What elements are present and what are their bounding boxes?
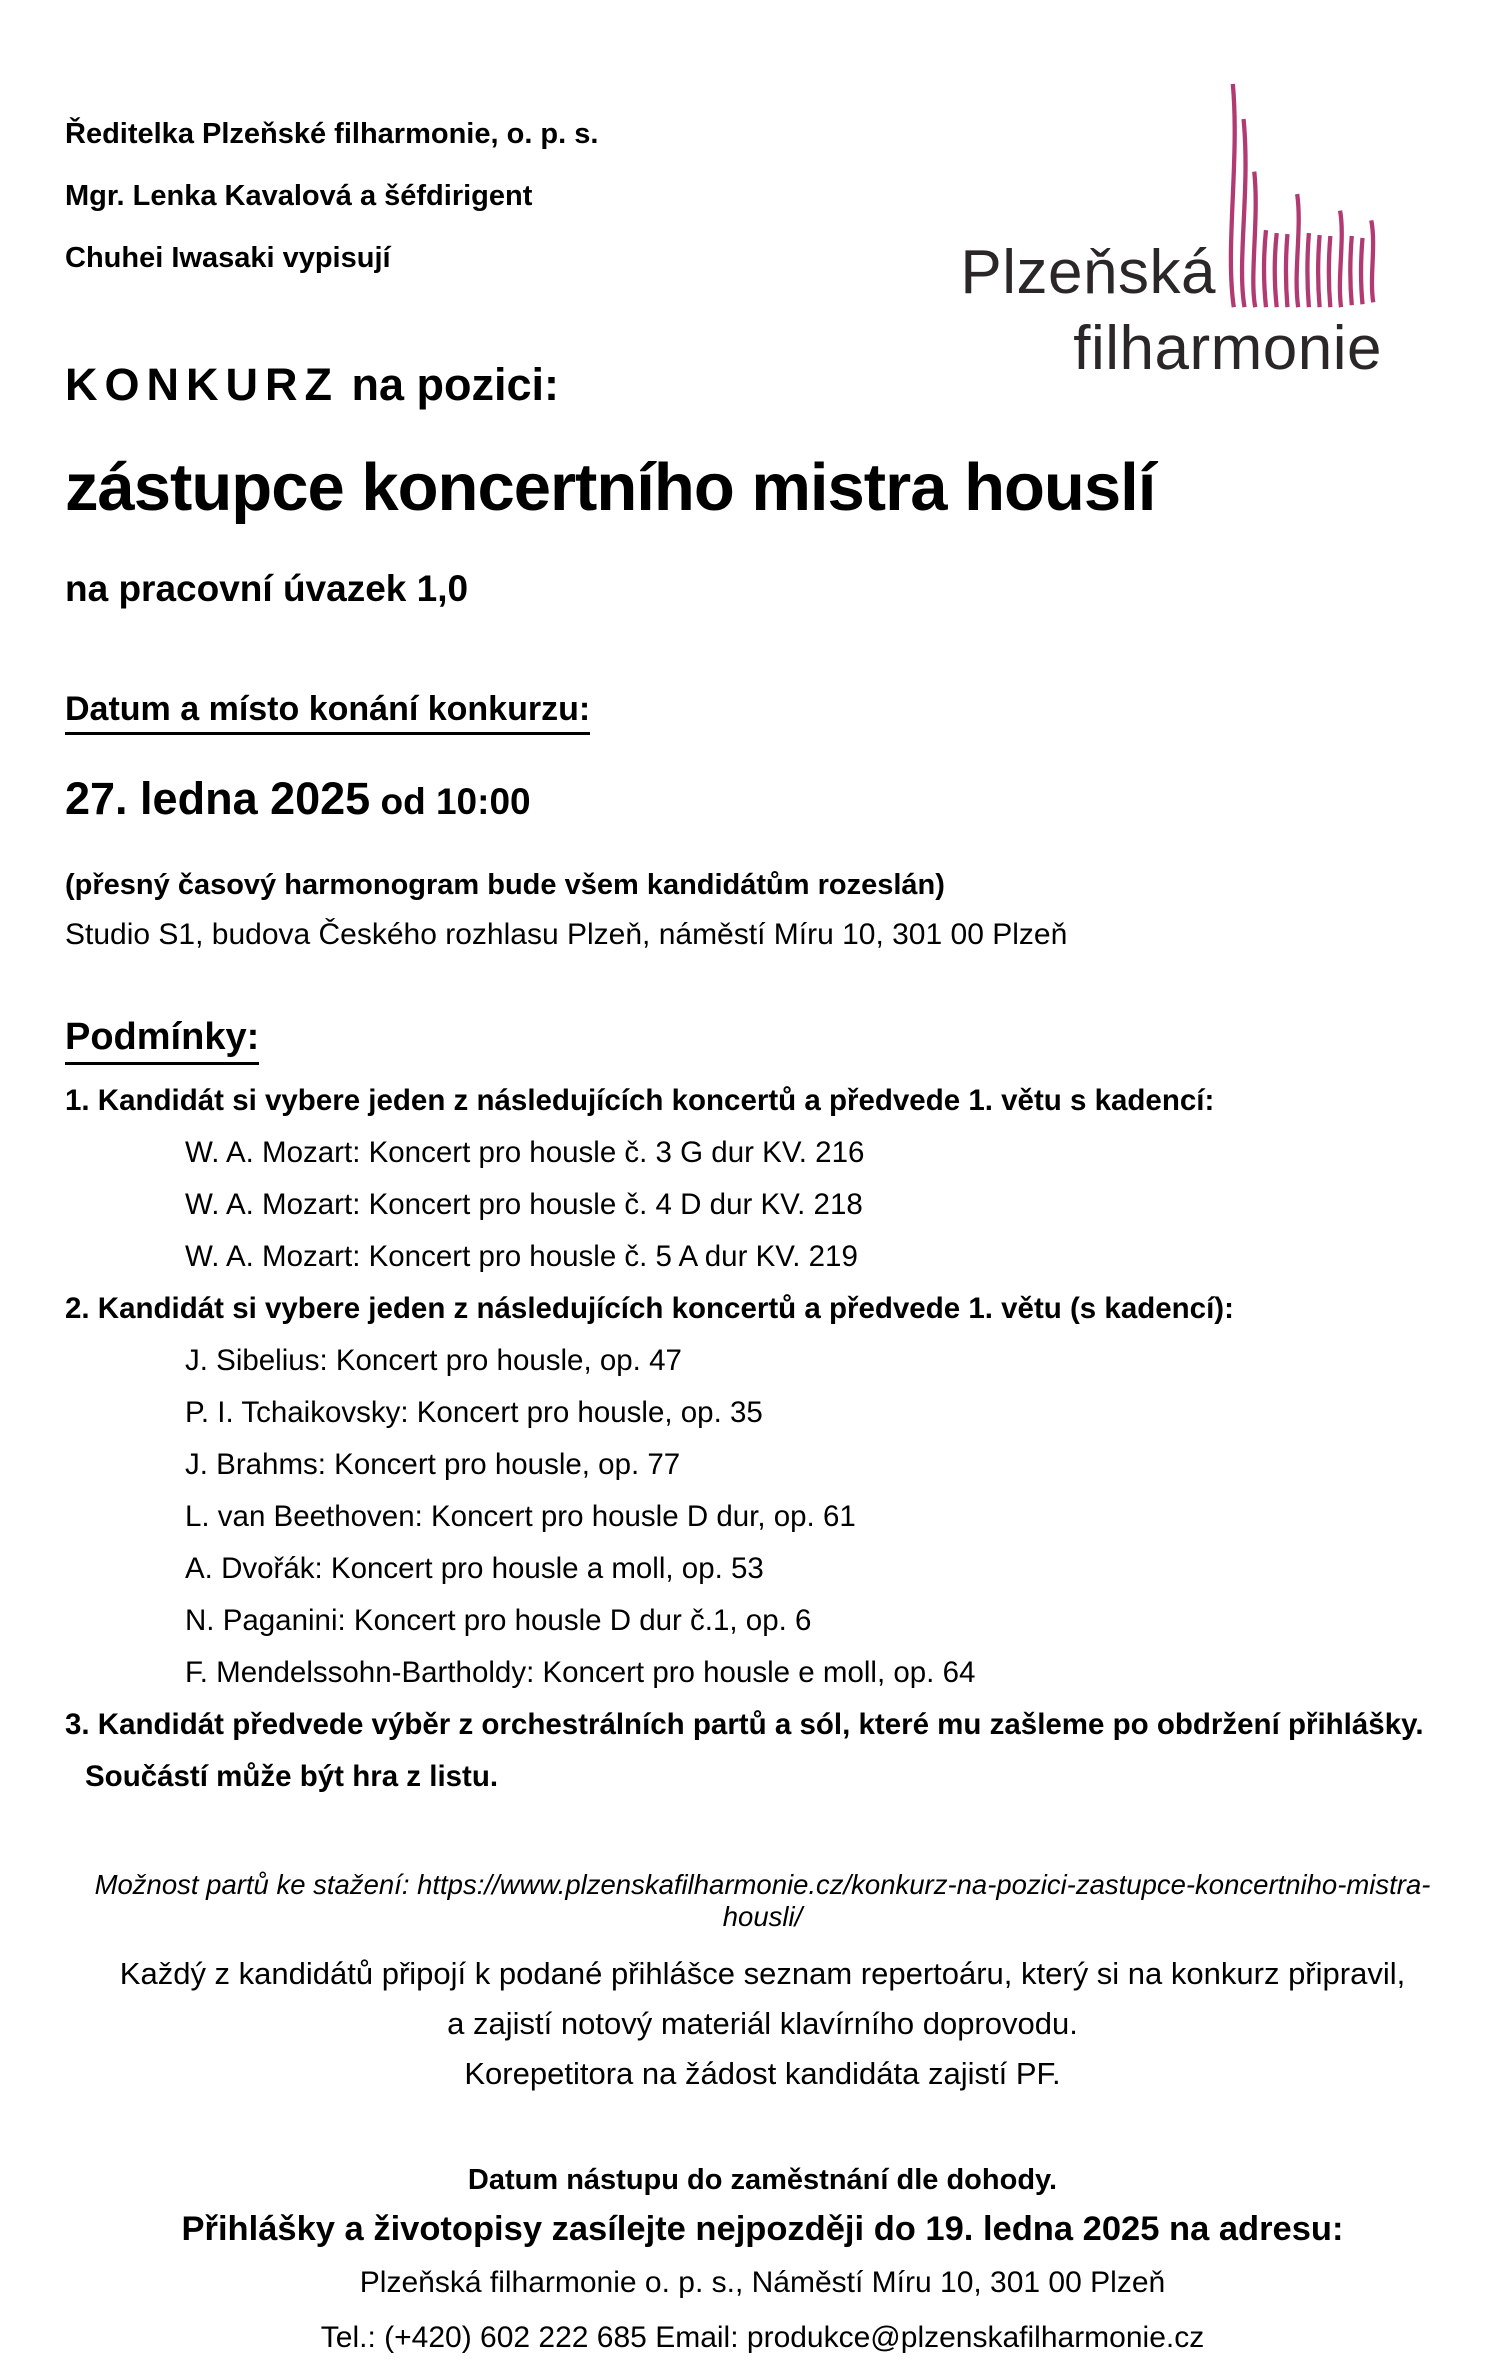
position-title: zástupce koncertního mistra houslí [65, 450, 1156, 525]
intro-line-announce: Chuhei Iwasaki vypisují [65, 242, 391, 274]
plzenska-filharmonie-logo [912, 80, 1382, 383]
konkurz-rest: na pozici: [338, 359, 559, 410]
repertoire-item: W. A. Mozart: Koncert pro housle č. 3 G dur KV. 216 [185, 1136, 865, 1169]
application-deadline-line: Přihlášky a životopisy zasílejte nejpozději do 19. ledna 2025 na adresu: [181, 2210, 1344, 2248]
tel-label: Tel.: [320, 2321, 385, 2354]
workload-line: na pracovní úvazek 1,0 [65, 568, 469, 609]
employment-start-line: Datum nástupu do zaměstnání dle dohody. [467, 2164, 1058, 2196]
konkurz-word: KONKURZ [65, 359, 339, 410]
instruction-accompanist: Korepetitora na žádost kandidáta zajistí PF. [464, 2056, 1061, 2091]
condition-rule-1: 1. Kandidát si vybere jeden z následujících koncertů a předvede 1. větu s kadencí: [65, 1084, 1215, 1117]
repertoire-item: J. Brahms: Koncert pro housle, op. 77 [185, 1448, 681, 1481]
intro-block [65, 0, 925, 289]
mailing-address: Plzeňská filharmonie o. p. s., Náměstí Míru 10, 301 00 Plzeň [359, 2266, 1166, 2299]
sight-reading-note: Součástí může být hra z listu. [85, 1760, 499, 1793]
email-label: Email: [646, 2321, 747, 2354]
rule-1-piece-list [65, 1127, 1460, 1283]
parts-download-label: Možnost partů ke stažení: [94, 1869, 418, 1900]
event-schedule-note: (přesný časový harmonogram bude všem kandidátům rozeslán) [65, 869, 945, 901]
intro-line-names: Mgr. Lenka Kavalová a šéfdirigent [65, 180, 533, 212]
intro-line-director: Ředitelka Plzeňské filharmonie, o. p. s. [65, 118, 599, 150]
sound-wave-lines-icon [1226, 80, 1382, 314]
instructions-block [65, 1949, 1460, 2099]
event-venue: Studio S1, budova Českého rozhlasu Plzeň, náměstí Míru 10, 301 00 Plzeň [65, 918, 1068, 951]
conditions-block [65, 1075, 1460, 1803]
repertoire-item: P. I. Tchaikovsky: Koncert pro housle, op. 35 [185, 1396, 763, 1429]
conditions-heading: Podmínky: [65, 1016, 1460, 1065]
parts-download-line [65, 1869, 1460, 1933]
event-section-heading: Datum a místo konání konkurzu: [65, 690, 1460, 735]
repertoire-item: F. Mendelssohn-Bartholdy: Koncert pro housle e moll, op. 64 [185, 1656, 976, 1689]
logo-word-filharmonie: filharmonie [1073, 314, 1382, 383]
repertoire-item: A. Dvořák: Koncert pro housle a moll, op. 53 [185, 1552, 764, 1585]
event-date: 27. ledna 2025 [65, 773, 371, 824]
logo-word-plzenska: Plzeňská [960, 238, 1216, 307]
repertoire-item: W. A. Mozart: Koncert pro housle č. 5 A dur KV. 219 [185, 1240, 858, 1273]
rule-2-piece-list [65, 1335, 1460, 1699]
instruction-piano-material: a zajistí notový materiál klavírního doprovodu. [447, 2006, 1078, 2041]
repertoire-item: L. van Beethoven: Koncert pro housle D dur, op. 61 [185, 1500, 856, 1533]
tel-number: (+420) 602 222 685 [384, 2321, 647, 2354]
event-date-line [65, 773, 1460, 825]
condition-rule-2: 2. Kandidát si vybere jeden z následujících koncertů a předvede 1. větu (s kadencí): [65, 1292, 1234, 1325]
condition-rule-3: 3. Kandidát předvede výběr z orchestrálních partů a sól, které mu zašleme po obdržení přihlášky. [65, 1708, 1424, 1741]
repertoire-item: J. Sibelius: Koncert pro housle, op. 47 [185, 1344, 682, 1377]
email-address[interactable]: produkce@plzenskafilharmonie.cz [746, 2321, 1205, 2354]
instruction-repertoire: Každý z kandidátů připojí k podané přihlášce seznam repertoáru, který si na konkurz připravil, [119, 1956, 1406, 1991]
contact-line [65, 2310, 1460, 2365]
event-time: od 10:00 [370, 781, 531, 822]
footer-block [65, 2157, 1460, 2365]
repertoire-item: W. A. Mozart: Koncert pro housle č. 4 D dur KV. 218 [185, 1188, 863, 1221]
parts-download-url[interactable]: https://www.plzenskafilharmonie.cz/konkurz-na-pozici-zastupce-koncertniho-mistra-housli/ [417, 1869, 1431, 1932]
repertoire-item: N. Paganini: Koncert pro housle D dur č.1, op. 6 [185, 1604, 812, 1637]
